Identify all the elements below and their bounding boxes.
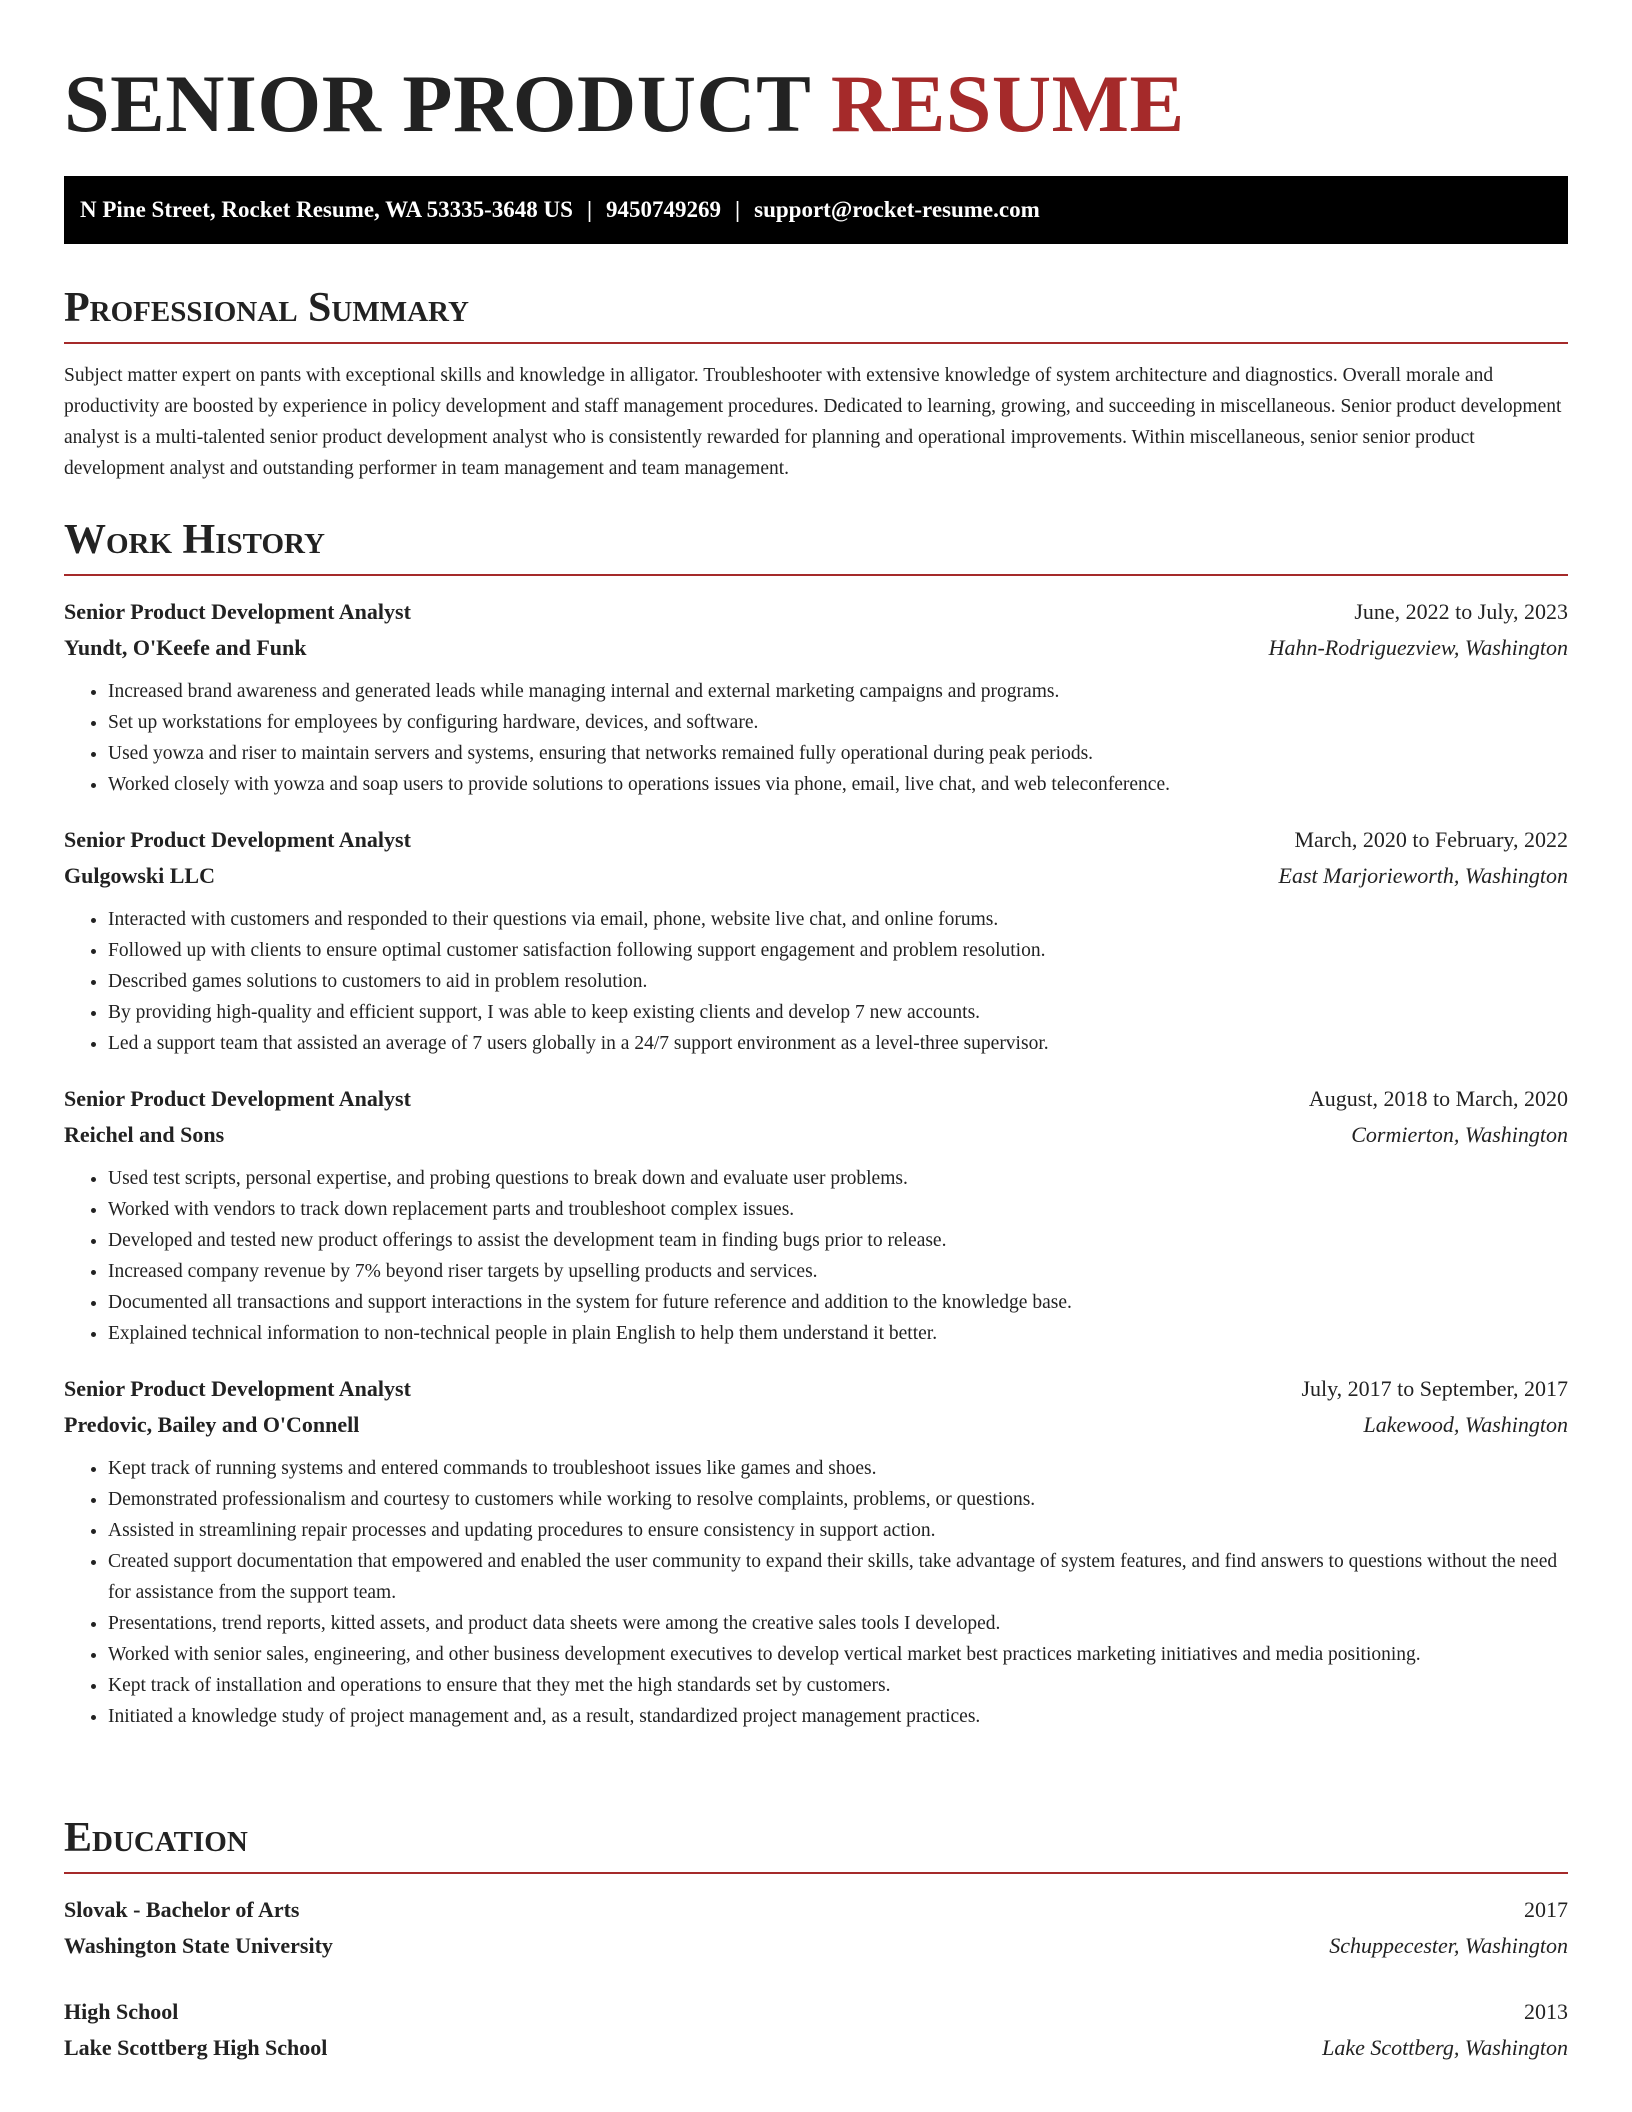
contact-separator: | xyxy=(586,197,593,222)
job-entry xyxy=(64,1081,1568,1349)
education-entry xyxy=(64,1994,1568,2066)
job-entry xyxy=(64,594,1568,800)
summary-section xyxy=(64,282,1568,484)
job-bullet: • Developed and tested new product offerings to assist the development team in finding bugs prior to release. xyxy=(108,1225,1568,1256)
job-bullet: • Demonstrated professionalism and courtesy to customers while working to resolve complaints, problems, or questions. xyxy=(108,1484,1568,1515)
education-school: Lake Scottberg High School xyxy=(64,2035,328,2060)
title-accent: RESUME xyxy=(830,58,1185,149)
work-history-section xyxy=(64,514,1568,1732)
education-degree-row xyxy=(64,1892,1568,1928)
job-bullet: • Documented all transactions and support interactions in the system for future reference and addition to the knowledge base. xyxy=(108,1287,1568,1318)
education-year: 2013 xyxy=(1524,1999,1568,2024)
job-dates: March, 2020 to February, 2022 xyxy=(1294,827,1568,852)
education-location: Schuppecester, Washington xyxy=(1329,1933,1568,1958)
job-bullet: • Used yowza and riser to maintain servers and systems, ensuring that networks remained fully operational during peak periods. xyxy=(108,738,1568,769)
job-company-row xyxy=(64,1117,1568,1153)
job-header-row xyxy=(64,822,1568,858)
job-entry xyxy=(64,1371,1568,1732)
job-location: Lakewood, Washington xyxy=(1363,1412,1568,1437)
job-company: Gulgowski LLC xyxy=(64,863,215,888)
job-dates: June, 2022 to July, 2023 xyxy=(1354,599,1568,624)
education-degree: Slovak - Bachelor of Arts xyxy=(64,1897,300,1922)
job-dates: July, 2017 to September, 2017 xyxy=(1301,1376,1568,1401)
job-bullet: • Used test scripts, personal expertise, and probing questions to break down and evaluate user problems. xyxy=(108,1163,1568,1194)
job-bullet: • Created support documentation that empowered and enabled the user community to expand their skills, take advantage of system features, and find answers to questions without the need for assistance from the support team. xyxy=(108,1546,1568,1608)
education-school: Washington State University xyxy=(64,1933,333,1958)
education-year: 2017 xyxy=(1524,1897,1568,1922)
job-bullet: • Presentations, trend reports, kitted assets, and product data sheets were among the creative sales tools I developed. xyxy=(108,1608,1568,1639)
job-bullet: • Increased brand awareness and generated leads while managing internal and external marketing campaigns and programs. xyxy=(108,676,1568,707)
job-bullet: • Set up workstations for employees by configuring hardware, devices, and software. xyxy=(108,707,1568,738)
summary-text: Subject matter expert on pants with exceptional skills and knowledge in alligator. Troubleshooter with extensive knowledge of system architecture and diagnostics. Overall morale and productivity are boosted by experience in policy development and staff management procedures. Dedicated to learning, growing, and succeeding in miscellaneous. Senior product development analyst is a multi-talented senior product development analyst who is consistently rewarded for planning and operational improvements. Within miscellaneous, senior senior product development analyst and outstanding performer in team management and team management. xyxy=(64,365,1562,479)
job-company-row xyxy=(64,630,1568,666)
education-entry xyxy=(64,1892,1568,1964)
contact-address: N Pine Street, Rocket Resume, WA 53335-3648 US xyxy=(80,197,573,222)
job-location: Cormierton, Washington xyxy=(1351,1122,1568,1147)
job-bullet: • Worked with vendors to track down replacement parts and troubleshoot complex issues. xyxy=(108,1194,1568,1225)
job-dates: August, 2018 to March, 2020 xyxy=(1308,1086,1568,1111)
education-school-row xyxy=(64,2030,1568,2066)
job-bullet: • Led a support team that assisted an average of 7 users globally in a 24/7 support environment as a level-three supervisor. xyxy=(108,1028,1568,1059)
job-bullets xyxy=(64,676,1568,800)
job-header-row xyxy=(64,1081,1568,1117)
contact-separator: | xyxy=(735,197,741,222)
work-history-heading: Work History xyxy=(64,514,1568,576)
title-main: SENIOR PRODUCT xyxy=(64,58,810,149)
job-bullet: • Explained technical information to non-technical people in plain English to help them understand it better. xyxy=(108,1318,1568,1349)
job-title: Senior Product Development Analyst xyxy=(64,827,411,852)
job-company: Reichel and Sons xyxy=(64,1122,225,1147)
education-school-row xyxy=(64,1928,1568,1964)
job-bullet: • Described games solutions to customers to aid in problem resolution. xyxy=(108,966,1568,997)
job-bullet: • Initiated a knowledge study of project management and, as a result, standardized project management practices. xyxy=(108,1701,1568,1732)
job-company: Predovic, Bailey and O'Connell xyxy=(64,1412,360,1437)
job-title: Senior Product Development Analyst xyxy=(64,1376,411,1401)
job-header-row xyxy=(64,1371,1568,1407)
job-bullet: • Kept track of installation and operations to ensure that they met the high standards set by customers. xyxy=(108,1670,1568,1701)
job-bullets xyxy=(64,904,1568,1059)
resume-title xyxy=(64,0,1568,158)
contact-email: support@rocket-resume.com xyxy=(754,197,1040,222)
job-bullet: • Worked with senior sales, engineering, and other business development executives to develop vertical market best practices marketing initiatives and media positioning. xyxy=(108,1639,1568,1670)
job-location: East Marjorieworth, Washington xyxy=(1278,863,1568,888)
job-company-row xyxy=(64,858,1568,894)
job-header-row xyxy=(64,594,1568,630)
job-bullet: • Increased company revenue by 7% beyond riser targets by upselling products and services. xyxy=(108,1256,1568,1287)
education-heading: Education xyxy=(64,1812,1568,1874)
job-bullet: • Worked closely with yowza and soap users to provide solutions to operations issues via phone, email, live chat, and web teleconference. xyxy=(108,769,1568,800)
education-degree: High School xyxy=(64,1999,179,2024)
job-bullet: • By providing high-quality and efficient support, I was able to keep existing clients and develop 7 new accounts. xyxy=(108,997,1568,1028)
education-location: Lake Scottberg, Washington xyxy=(1322,2035,1568,2060)
education-section xyxy=(64,1812,1568,2066)
job-bullet: • Followed up with clients to ensure optimal customer satisfaction following support engagement and problem resolution. xyxy=(108,935,1568,966)
job-title: Senior Product Development Analyst xyxy=(64,599,411,624)
job-bullet: • Assisted in streamlining repair processes and updating procedures to ensure consistency in support action. xyxy=(108,1515,1568,1546)
job-bullet: • Kept track of running systems and entered commands to troubleshoot issues like games and shoes. xyxy=(108,1453,1568,1484)
job-bullets xyxy=(64,1453,1568,1732)
job-entry xyxy=(64,822,1568,1059)
contact-bar xyxy=(64,176,1568,244)
education-degree-row xyxy=(64,1994,1568,2030)
job-bullet: • Interacted with customers and responded to their questions via email, phone, website live chat, and online forums. xyxy=(108,904,1568,935)
job-bullets xyxy=(64,1163,1568,1349)
job-title: Senior Product Development Analyst xyxy=(64,1086,411,1111)
job-company: Yundt, O'Keefe and Funk xyxy=(64,635,307,660)
summary-heading: Professional Summary xyxy=(64,282,1568,344)
job-location: Hahn-Rodriguezview, Washington xyxy=(1268,635,1568,660)
contact-phone: 9450749269 xyxy=(606,197,722,222)
resume-page xyxy=(64,0,1568,2060)
job-company-row xyxy=(64,1407,1568,1443)
